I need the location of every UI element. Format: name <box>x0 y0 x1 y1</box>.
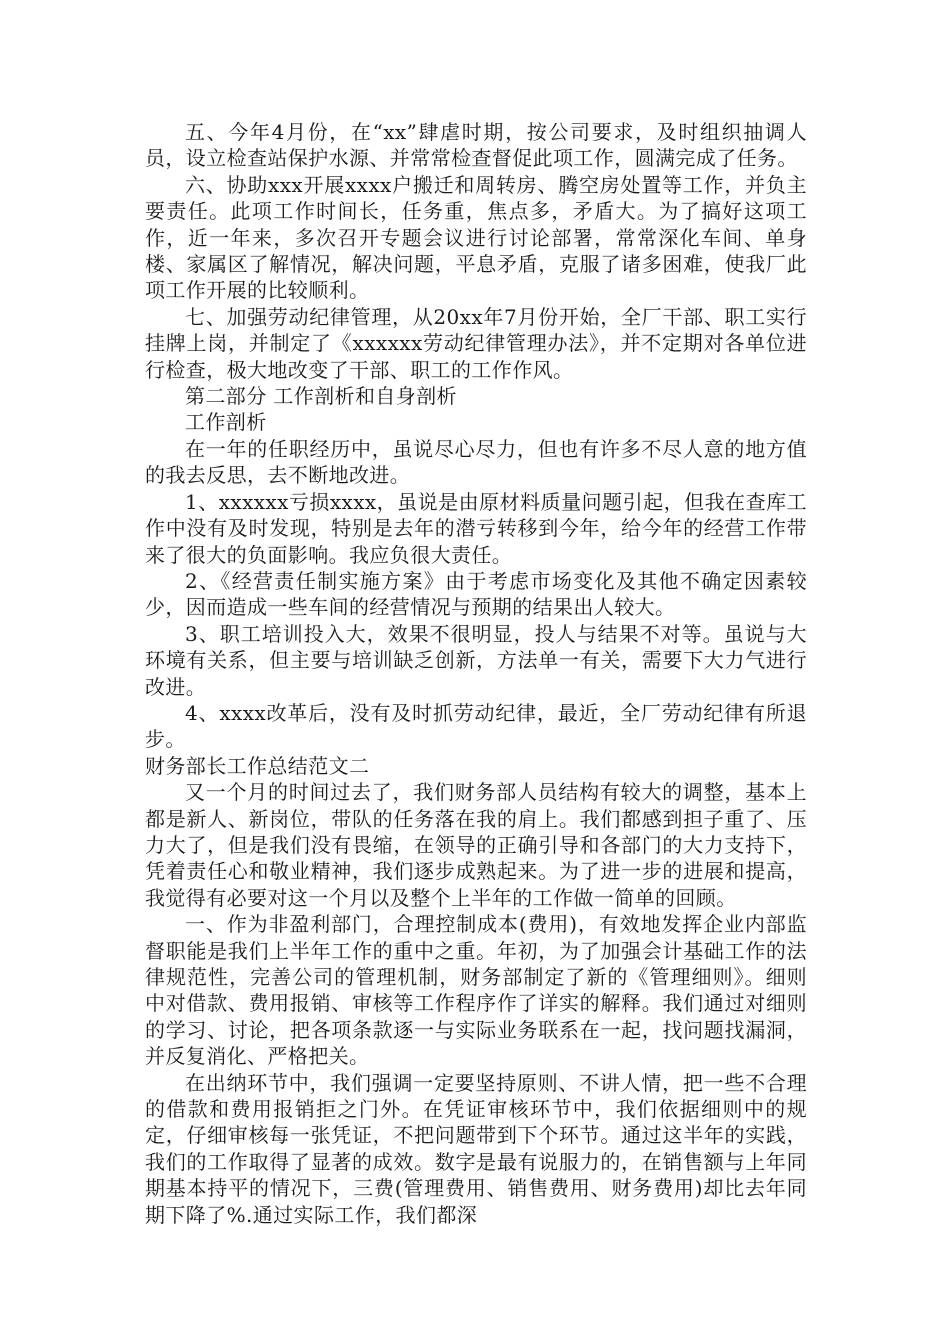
analysis-item-4: 4、xxxx改革后，没有及时抓劳动纪律，最近，全厂劳动纪律有所退步。 <box>145 700 807 752</box>
document-title: 财务部长工作总结范文二 <box>145 753 370 778</box>
analysis-intro: 在一年的任职经历中，虽说尽心尽力，但也有许多不尽人意的地方值的我去反思，去不断地改进。 <box>145 436 807 488</box>
paragraph-item-7: 七、加强劳动纪律管理，从20xx年7月份开始，全厂干部、职工实行挂牌上岗，并制定了《xxxxxx劳动纪律管理办法》，并不定期对各单位进行检查，极大地改变了干部、职工的工作作风。 <box>145 304 807 382</box>
summary-intro: 又一个月的时间过去了，我们财务部人员结构有较大的调整，基本上都是新人、新岗位，带队的任务落在我的肩上。我们都感到担子重了、压力大了，但是我们没有畏缩，在领导的正确引导和各部门的大力支持下，凭着责任心和敬业精神，我们逐步成熟起来。为了进一步的进展和提高，我觉得有必要对这一个月以及整个上半年的工作做一简单的回顾。 <box>145 780 807 910</box>
analysis-item-1: 1、xxxxxx亏损xxxx，虽说是由原材料质量问题引起，但我在查库工作中没有及时发现，特别是去年的潜亏转移到今年，给今年的经营工作带来了很大的负面影响。我应负很大责任。 <box>145 489 807 567</box>
paragraph-item-6: 六、协助xxx开展xxxx户搬迁和周转房、腾空房处置等工作，并负主要责任。此项工作时间长，任务重，焦点多，矛盾大。为了搞好这项工作，近一年来，多次召开专题会议进行讨论部署，常常深化车间、单身楼、家属区了解情况，解决问题，平息矛盾，克服了诸多困难，使我厂此项工作开展的比较顺利。 <box>145 172 807 303</box>
section-heading: 第二部分 工作剖析和自身剖析 <box>185 384 457 409</box>
analysis-item-2: 2、《经营责任制实施方案》由于考虑市场变化及其他不确定因素较少，因而造成一些车间的经营情况与预期的结果出人较大。 <box>145 568 807 620</box>
analysis-item-3: 3、职工培训投入大，效果不很明显，投人与结果不对等。虽说与大环境有关系，但主要与培训缺乏创新，方法单一有关，需要下大力气进行改进。 <box>145 621 807 699</box>
subsection-heading: 工作剖析 <box>185 410 267 435</box>
summary-cashier-paragraph: 在出纳环节中，我们强调一定要坚持原则、不讲人情，把一些不合理的借款和费用报销拒之门外。在凭证审核环节中，我们依据细则中的规定，仔细审核每一张凭证，不把问题带到下个环节。通过这半年的实践，我们的工作取得了显著的成效。数字是最有说服力的，在销售额与上年同期基本持平的情况下，三费(管理费用、销售费用、财务费用)却比去年同期下降了%.通过实际工作，我们都深 <box>145 1070 807 1227</box>
paragraph-item-5: 五、今年4月份，在“xx”肆虐时期，按公司要求，及时组织抽调人员，设立检查站保护水源、并常常检查督促此项工作，圆满完成了任务。 <box>145 120 807 171</box>
document-page <box>145 119 807 1228</box>
summary-item-1: 一、作为非盈利部门，合理控制成本(费用)，有效地发挥企业内部监督职能是我们上半年工作的重中之重。年初，为了加强会计基础工作的法律规范性，完善公司的管理机制，财务部制定了新的《管理细则》。细则中对借款、费用报销、审核等工作程序作了详实的解释。我们通过对细则的学习、讨论，把各项条款逐一与实际业务联系在一起，找问题找漏洞，并反复消化、严格把关。 <box>145 912 807 1069</box>
